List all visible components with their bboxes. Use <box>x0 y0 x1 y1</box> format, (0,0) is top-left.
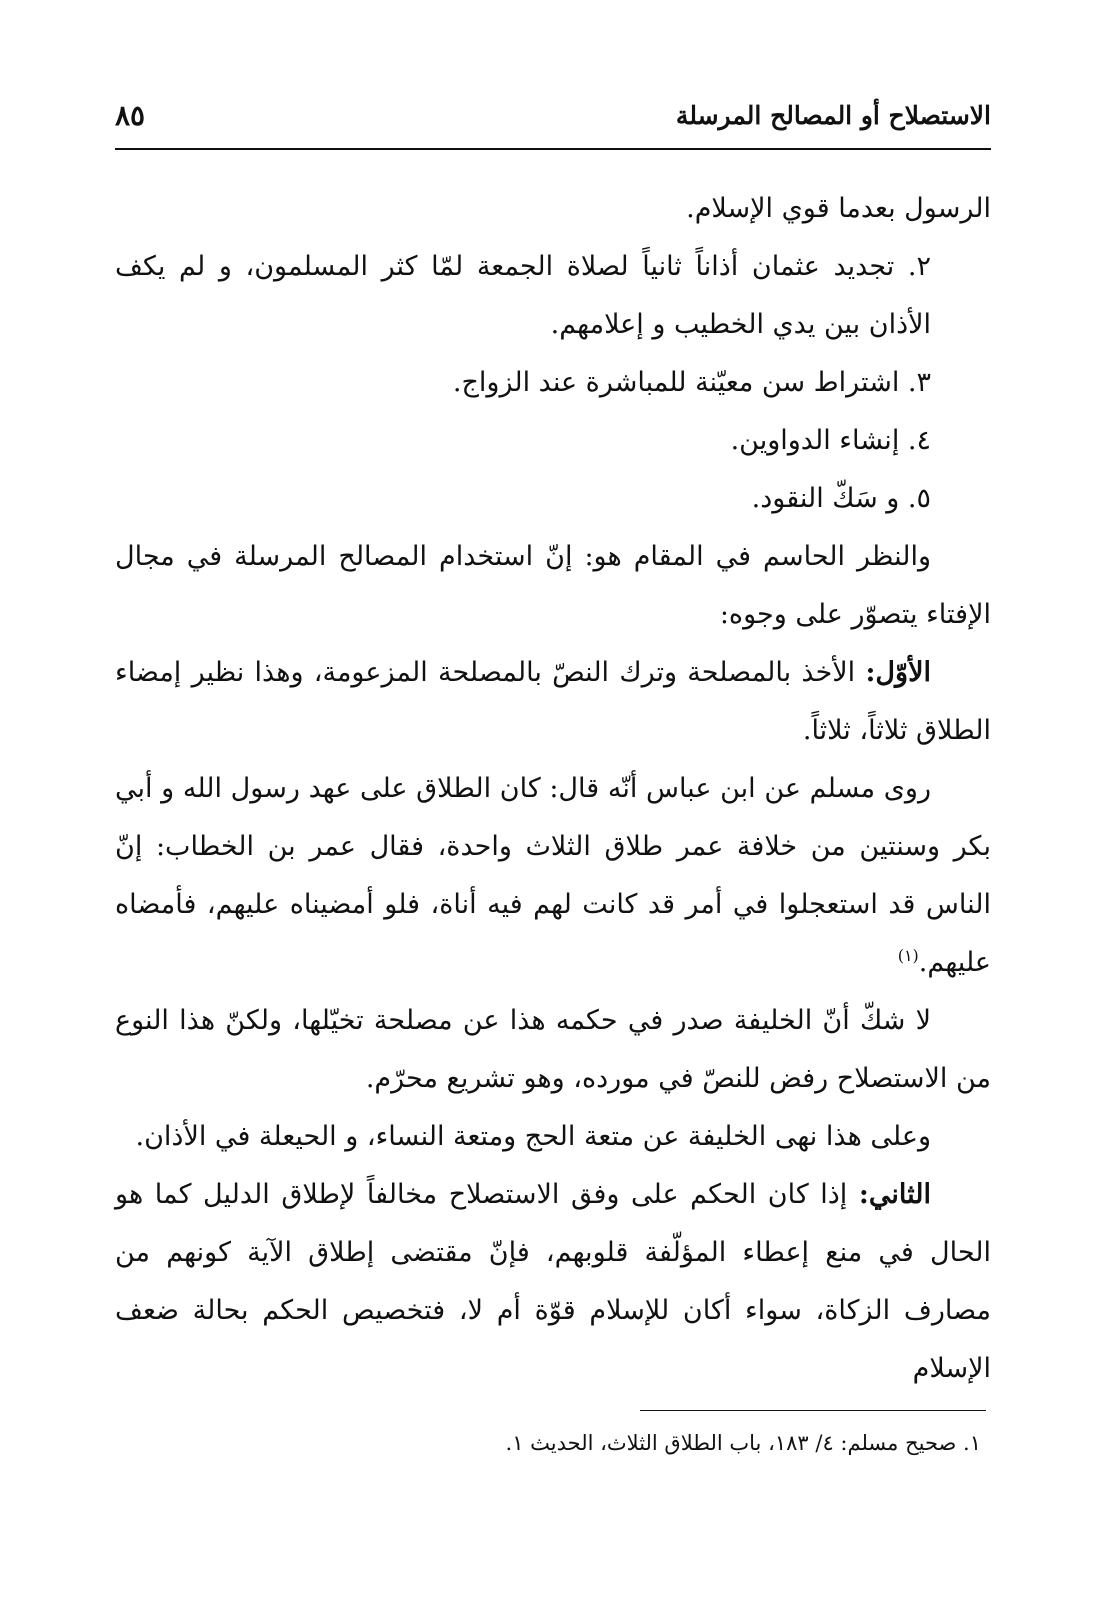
footnote-rule <box>640 1410 986 1411</box>
page-header <box>115 80 991 150</box>
first-label: الأوّل: <box>865 657 931 688</box>
header-rule <box>115 148 991 150</box>
second-label: الثاني: <box>858 1179 931 1210</box>
page-number: ٨٥ <box>115 98 146 132</box>
paragraph-also: وعلى هذا نهى الخليفة عن متعة الحج ومتعة النساء، و الحيعلة في الأذان. <box>135 1121 931 1152</box>
second-text: إذا كان الحكم على وفق الاستصلاح مخالفاً لإطلاق الدليل كما هو الحال في منع إعطاء المؤلّفة قلوبهم، فإنّ مقتضى إطلاق الآية كونهم من مصارف الزكاة، سواء أكان للإسلام قوّة أم لا، فتخصيص الحكم بحالة ضعف الإسلام <box>115 1179 991 1384</box>
paragraph-first <box>115 644 991 760</box>
list-item-3: ٣. اشتراط سن معيّنة للمباشرة عند الزواج. <box>452 367 931 398</box>
list-item-4: ٤. إنشاء الدواوين. <box>730 425 931 456</box>
running-title: الاستصلاح أو المصالح المرسلة <box>675 100 991 130</box>
first-text: الأخذ بالمصلحة وترك النصّ بالمصلحة المزعومة، وهذا نظير إمضاء الطلاق ثلاثاً، ثلاثاً. <box>115 657 991 746</box>
footnote-marker: (١) <box>897 946 919 965</box>
list-item-5: ٥. و سَكّ النقود. <box>751 483 931 514</box>
narration-text: روى مسلم عن ابن عباس أنّه قال: كان الطلاق على عهد رسول الله و أبي بكر وسنتين من خلافة عمر طلاق الثلاث واحدة، فقال عمر بن الخطاب: إنّ الناس قد استعجلوا في أمر قد كانت لهم فيه أناة، فلو أمضيناه عليهم، فأمضاه عليهم. <box>115 773 991 978</box>
paragraph-second <box>115 1166 991 1398</box>
paragraph-narration <box>115 760 991 992</box>
footnote: ١. صحيح مسلم: ٤/ ١٨٣، باب الطلاق الثلاث، الحديث ١. <box>505 1431 981 1455</box>
body-text <box>115 180 991 1398</box>
list-item-2: ٢. تجديد عثمان أذاناً ثانياً لصلاة الجمعة لمّا كثر المسلمون، و لم يكف الأذان بين يدي الخطيب و إعلامهم. <box>115 251 931 340</box>
paragraph-no-doubt: لا شكّ أنّ الخليفة صدر في حكمه هذا عن مصلحة تخيّلها، ولكنّ هذا النوع من الاستصلاح رفض للنصّ في مورده، وهو تشريع محرّم. <box>115 1005 991 1094</box>
paragraph-view: والنظر الحاسم في المقام هو: إنّ استخدام المصالح المرسلة في مجال الإفتاء يتصوّر على وجوه: <box>115 541 991 630</box>
continuation-line: الرسول بعدما قوي الإسلام. <box>686 193 991 224</box>
